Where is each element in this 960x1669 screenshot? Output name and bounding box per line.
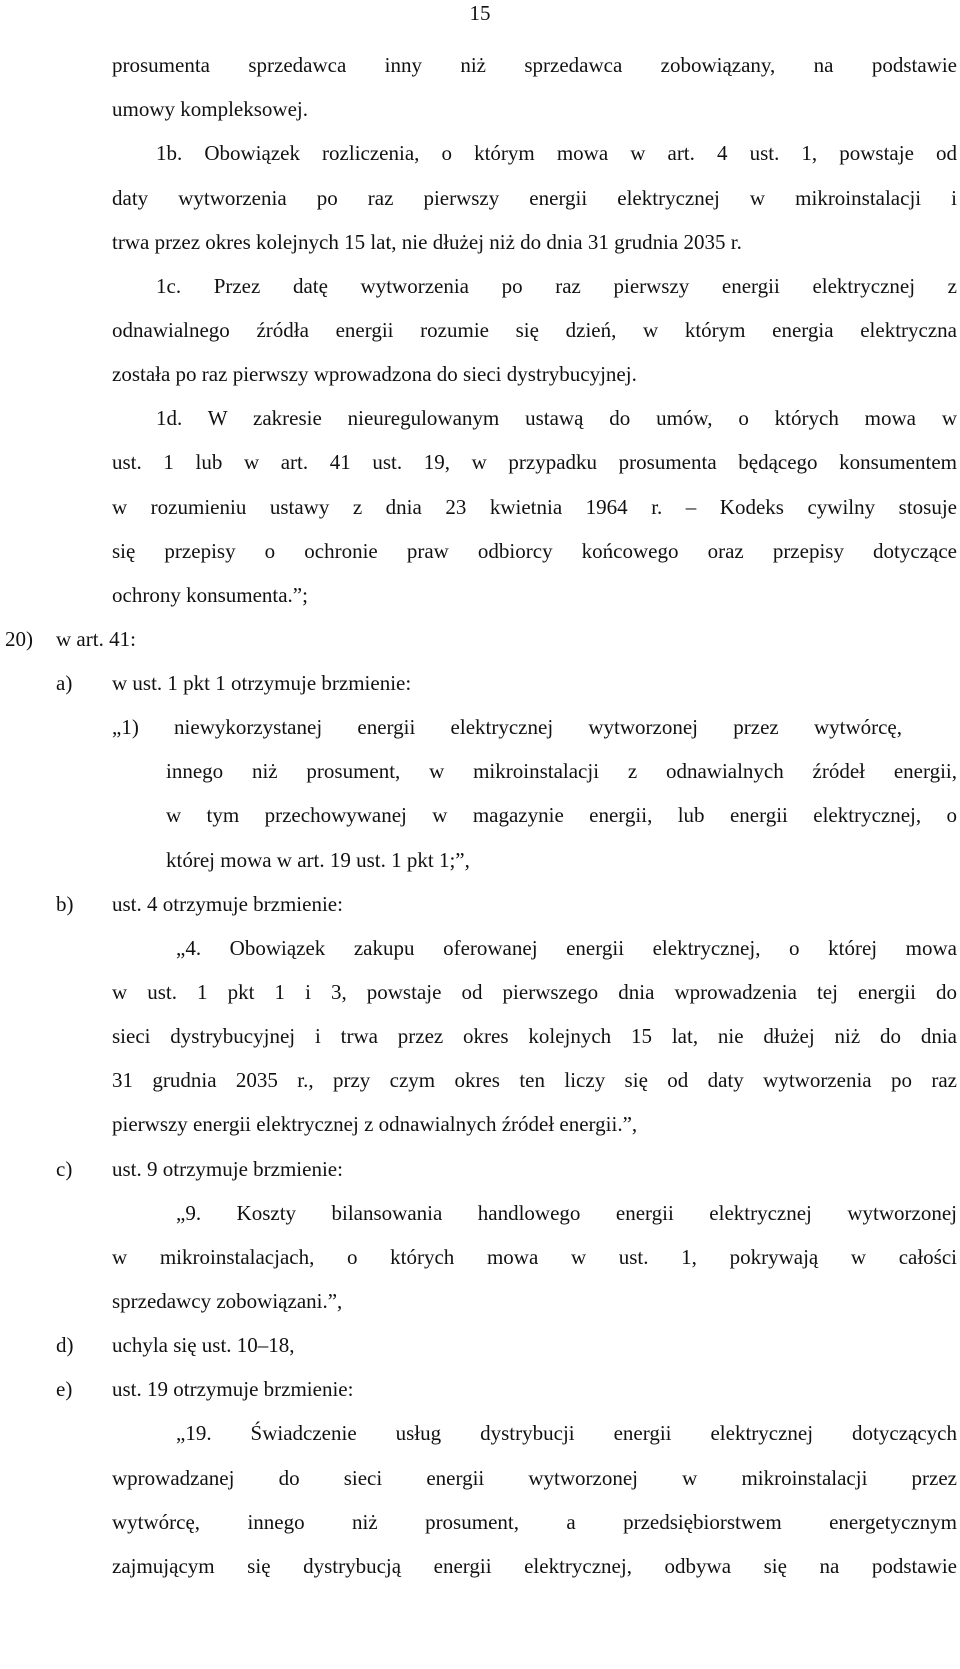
text-line: ochrony konsumenta.”; [112, 583, 308, 607]
text-line: w mikroinstalacjach, o których mowa w ust. 1, pokrywają w całości [112, 1245, 957, 1269]
text-line: 1b. Obowiązek rozliczenia, o którym mowa w art. 4 ust. 1, powstaje od [156, 141, 957, 165]
list-marker-20: 20) [5, 627, 33, 651]
text-line: wprowadzanej do sieci energii wytworzonej w mikroinstalacji przez [112, 1466, 957, 1490]
text-line: daty wytworzenia po raz pierwszy energii elektrycznej w mikroinstalacji i [112, 186, 957, 210]
text-line: w art. 41: [56, 627, 136, 651]
text-line: w tym przechowywanej w magazynie energii, lub energii elektrycznej, o [166, 803, 957, 827]
text-line: ust. 1 lub w art. 41 ust. 19, w przypadku prosumenta będącego konsumentem [112, 450, 957, 474]
text-line: w ust. 1 pkt 1 i 3, powstaje od pierwszego dnia wprowadzenia tej energii do [112, 980, 957, 1004]
text-line: wytwórcę, innego niż prosument, a przedsiębiorstwem energetycznym [112, 1510, 957, 1534]
text-line: „4. Obowiązek zakupu oferowanej energii elektrycznej, o której mowa [176, 936, 957, 960]
text-line: pierwszy energii elektrycznej z odnawialnych źródeł energii.”, [112, 1112, 638, 1136]
text-line: której mowa w art. 19 ust. 1 pkt 1;”, [166, 848, 470, 872]
text-line: uchyla się ust. 10–18, [112, 1333, 295, 1357]
text-line: 31 grudnia 2035 r., przy czym okres ten liczy się od daty wytworzenia po raz [112, 1068, 957, 1092]
text-line: sprzedawcy zobowiązani.”, [112, 1289, 343, 1313]
list-marker-d: d) [56, 1333, 74, 1357]
text-line: się przepisy o ochronie praw odbiorcy końcowego oraz przepisy dotyczące [112, 539, 957, 563]
text-line: została po raz pierwszy wprowadzona do sieci dystrybucyjnej. [112, 362, 637, 386]
text-line: ust. 4 otrzymuje brzmienie: [112, 892, 343, 916]
list-marker-a: a) [56, 671, 73, 695]
list-marker-e: e) [56, 1377, 73, 1401]
text-line: „19. Świadczenie usług dystrybucji energii elektrycznej dotyczących [176, 1421, 957, 1445]
text-line: w ust. 1 pkt 1 otrzymuje brzmienie: [112, 671, 412, 695]
text-line: prosumenta sprzedawca inny niż sprzedawca zobowiązany, na podstawie [112, 53, 957, 77]
list-marker-c: c) [56, 1157, 73, 1181]
text-line: ust. 19 otrzymuje brzmienie: [112, 1377, 354, 1401]
text-line: w rozumieniu ustawy z dnia 23 kwietnia 1964 r. – Kodeks cywilny stosuje [112, 495, 957, 519]
text-line: umowy kompleksowej. [112, 97, 308, 121]
text-line: innego niż prosument, w mikroinstalacji z odnawialnych źródeł energii, [166, 759, 957, 783]
text-line: zajmującym się dystrybucją energii elektrycznej, odbywa się na podstawie [112, 1554, 957, 1578]
text-line: sieci dystrybucyjnej i trwa przez okres kolejnych 15 lat, nie dłużej niż do dnia [112, 1024, 957, 1048]
text-line: 1d. W zakresie nieuregulowanym ustawą do umów, o których mowa w [156, 406, 957, 430]
page-number: 15 [469, 1, 491, 25]
text-line: odnawialnego źródła energii rozumie się dzień, w którym energia elektryczna [112, 318, 957, 342]
text-line: trwa przez okres kolejnych 15 lat, nie dłużej niż do dnia 31 grudnia 2035 r. [112, 230, 742, 254]
text-line: 1c. Przez datę wytworzenia po raz pierwszy energii elektrycznej z [156, 274, 957, 298]
text-line: „9. Koszty bilansowania handlowego energii elektrycznej wytworzonej [176, 1201, 957, 1225]
text-line: ust. 9 otrzymuje brzmienie: [112, 1157, 343, 1181]
list-marker-b: b) [56, 892, 74, 916]
text-line: „1) niewykorzystanej energii elektrycznej wytworzonej przez wytwórcę, [112, 715, 902, 739]
